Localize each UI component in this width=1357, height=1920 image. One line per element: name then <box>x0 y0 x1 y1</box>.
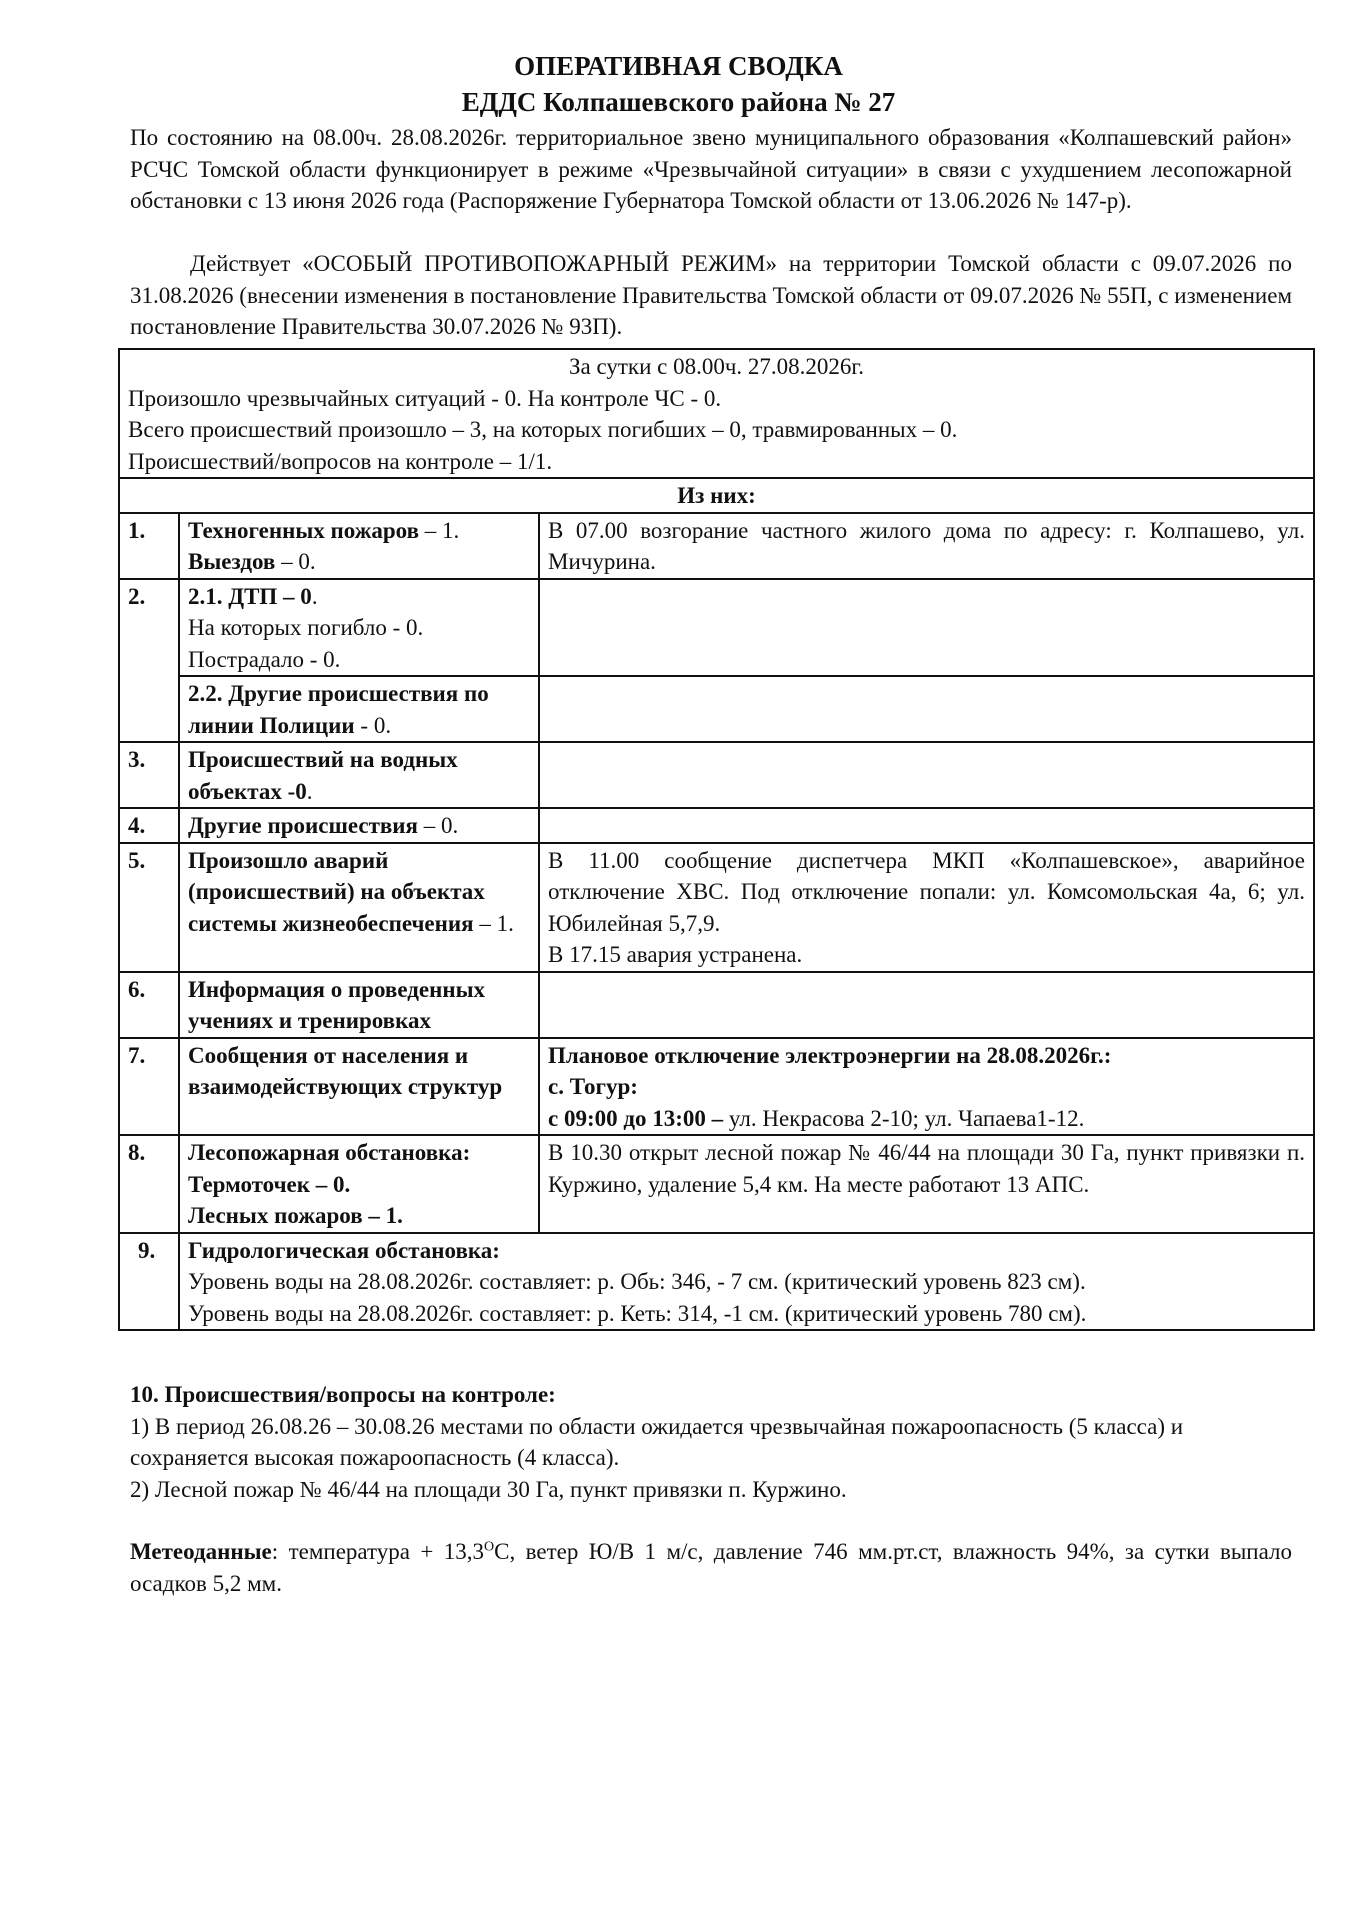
weather-data <box>130 1536 1292 1599</box>
intro-paragraph-fire-regime: Действует «ОСОБЫЙ ПРОТИВОПОЖАРНЫЙ РЕЖИМ» на территории Томской области с 09.07.2026 по 31.08.2026 (внесении изменения в постановление Правительства Томской области от 09.07.2026 № 55П, с изменением постановление Правительства 30.07.2026 № 93П). <box>130 251 1292 339</box>
row-label-utility-accidents <box>179 843 539 972</box>
row-description <box>539 742 1314 808</box>
row-number: 3. <box>119 742 179 808</box>
row-label-water-incidents <box>179 742 539 808</box>
row-label-public-messages: Сообщения от населения и взаимодействующих структур <box>179 1038 539 1136</box>
row-description <box>539 843 1314 972</box>
label-value: – 1. <box>473 910 514 936</box>
table-row <box>119 1233 1314 1331</box>
control-issue-item: 1) В период 26.08.26 – 30.08.26 местами по области ожидается чрезвычайная пожароопасность (5 класса) и сохраняется высокая пожароопасность (4 класса). <box>130 1413 1184 1470</box>
control-issues-heading: 10. Происшествия/вопросы на контроле: <box>130 1382 556 1407</box>
row-description <box>539 1038 1314 1136</box>
label-value: - 0. <box>354 712 392 738</box>
summary-cell <box>119 349 1314 478</box>
table-row <box>119 1038 1314 1136</box>
row-number: 6. <box>119 972 179 1038</box>
weather-temperature: : температура + 13,3 <box>271 1539 485 1564</box>
accident-resolved: В 17.15 авария устранена. <box>548 942 803 967</box>
power-outage-details <box>548 1103 1305 1135</box>
of-them-heading: Из них: <box>119 478 1314 513</box>
power-outage-heading: Плановое отключение электроэнергии на 28.08.2026г.: <box>548 1042 1112 1068</box>
accident-report: В 11.00 сообщение диспетчера МКП «Колпашевское», аварийное отключение ХВС. Под отключение попали: ул. Комсомольская 4а, 6; ул. Юбилейная 5,7,9. <box>548 847 1305 936</box>
label-bold: 2.2. Другие происшествия по линии Полиции <box>188 681 489 738</box>
label-bold: Произошло аварий (происшествий) на объектах системы жизнеобеспечения <box>188 847 485 936</box>
row-description <box>539 676 1314 742</box>
row-description <box>539 972 1314 1038</box>
label-bold: Выездов <box>188 549 276 574</box>
row-number: 1. <box>119 513 179 579</box>
weather-label: Метеоданные <box>130 1539 272 1564</box>
summary-period: За сутки с 08.00ч. 27.08.2026г. <box>568 354 865 379</box>
row-number: 2. <box>119 579 179 743</box>
table-row <box>119 843 1314 972</box>
row-number: 9. <box>119 1233 179 1331</box>
control-issues-section <box>130 1379 1292 1505</box>
label-bold: Происшествий на водных объектах -0 <box>188 747 458 804</box>
power-outage-time: с 09:00 до 13:00 – <box>548 1105 724 1131</box>
report-title: ОПЕРАТИВНАЯ СВОДКА <box>514 51 843 81</box>
row-description <box>539 579 1314 677</box>
row-number: 5. <box>119 843 179 972</box>
summary-on-control: Происшествий/вопросов на контроле – 1/1. <box>128 448 553 474</box>
report-subtitle: ЕДДС Колпашевского района № 27 <box>461 87 896 117</box>
label-value: – 1. <box>419 517 460 543</box>
summary-table <box>118 348 1315 1331</box>
table-row <box>119 513 1314 579</box>
row-label-police-incidents <box>179 676 539 742</box>
table-row <box>119 972 1314 1038</box>
row-label-forest-fires <box>179 1135 539 1233</box>
row-hydrology <box>179 1233 1314 1331</box>
label-value: – 0. <box>418 813 459 838</box>
summary-emergencies: Произошло чрезвычайных ситуаций - 0. На контроле ЧС - 0. <box>128 385 722 411</box>
label-injured: Пострадало - 0. <box>188 646 341 672</box>
row-label-traffic-accidents <box>179 579 539 677</box>
label-deaths: На которых погибло - 0. <box>188 615 424 640</box>
label-value: . <box>311 583 318 609</box>
row-number: 7. <box>119 1038 179 1136</box>
weather-details: С, ветер Ю/В 1 м/с, давление 746 мм.рт.ст, влажность 94%, за сутки выпало осадков 5,2 мм. <box>130 1539 1292 1596</box>
water-level-ket: Уровень воды на 28.08.2026г. составляет: р. Кеть: 314, -1 см. (критический уровень 780 см). <box>188 1300 1087 1326</box>
degree-sign: О <box>484 1539 495 1555</box>
label-value: . <box>306 778 313 804</box>
row-label-tech-fires <box>179 513 539 579</box>
label-bold: 2.1. ДТП – 0 <box>188 583 312 609</box>
table-row <box>119 1135 1314 1233</box>
table-row <box>119 579 1314 677</box>
of-them-row <box>119 478 1314 513</box>
row-description: В 10.30 открыт лесной пожар № 46/44 на площади 30 Га, пункт привязки п. Куржино, удаление 5,4 км. На месте работают 13 АПС. <box>539 1135 1314 1233</box>
forest-fires-count: Лесных пожаров – 1. <box>188 1203 403 1228</box>
hotspots-count: Термоточек – 0. <box>188 1171 351 1197</box>
row-description <box>539 808 1314 843</box>
row-label-drills: Информация о проведенных учениях и тренировках <box>179 972 539 1038</box>
row-number: 4. <box>119 808 179 843</box>
label-bold: Другие происшествия <box>188 813 418 838</box>
label-value: – 0. <box>275 549 316 574</box>
table-row <box>119 676 1314 742</box>
row-number: 8. <box>119 1135 179 1233</box>
row-label-other-incidents <box>179 808 539 843</box>
table-row <box>119 742 1314 808</box>
summary-row <box>119 349 1314 478</box>
water-level-ob: Уровень воды на 28.08.2026г. составляет: р. Обь: 346, - 7 см. (критический уровень 823 см). <box>188 1269 1086 1294</box>
forest-fire-heading: Лесопожарная обстановка: <box>188 1140 471 1165</box>
control-issue-item: 2) Лесной пожар № 46/44 на площади 30 Га, пункт привязки п. Куржино. <box>130 1476 847 1502</box>
intro-paragraph-status: По состоянию на 08.00ч. 28.08.2026г. территориальное звено муниципального образования «Колпашевский район» РСЧС Томской области функционирует в режиме «Чрезвычайной ситуации» в связи с ухудшением лесопожарной обстановки с 13 июня 2026 года (Распоряжение Губернатора Томской области от 13.06.2026 № 147-р). <box>130 125 1292 213</box>
power-outage-place: с. Тогур: <box>548 1074 638 1099</box>
power-outage-streets: ул. Некрасова 2-10; ул. Чапаева1-12. <box>723 1105 1085 1131</box>
row-description: В 07.00 возгорание частного жилого дома по адресу: г. Колпашево, ул. Мичурина. <box>539 513 1314 579</box>
label-bold: Техногенных пожаров <box>188 517 420 543</box>
summary-incidents-total: Всего происшествий произошло – 3, на которых погибших – 0, травмированных – 0. <box>128 417 958 442</box>
hydrology-heading: Гидрологическая обстановка: <box>188 1237 500 1263</box>
table-row <box>119 808 1314 843</box>
